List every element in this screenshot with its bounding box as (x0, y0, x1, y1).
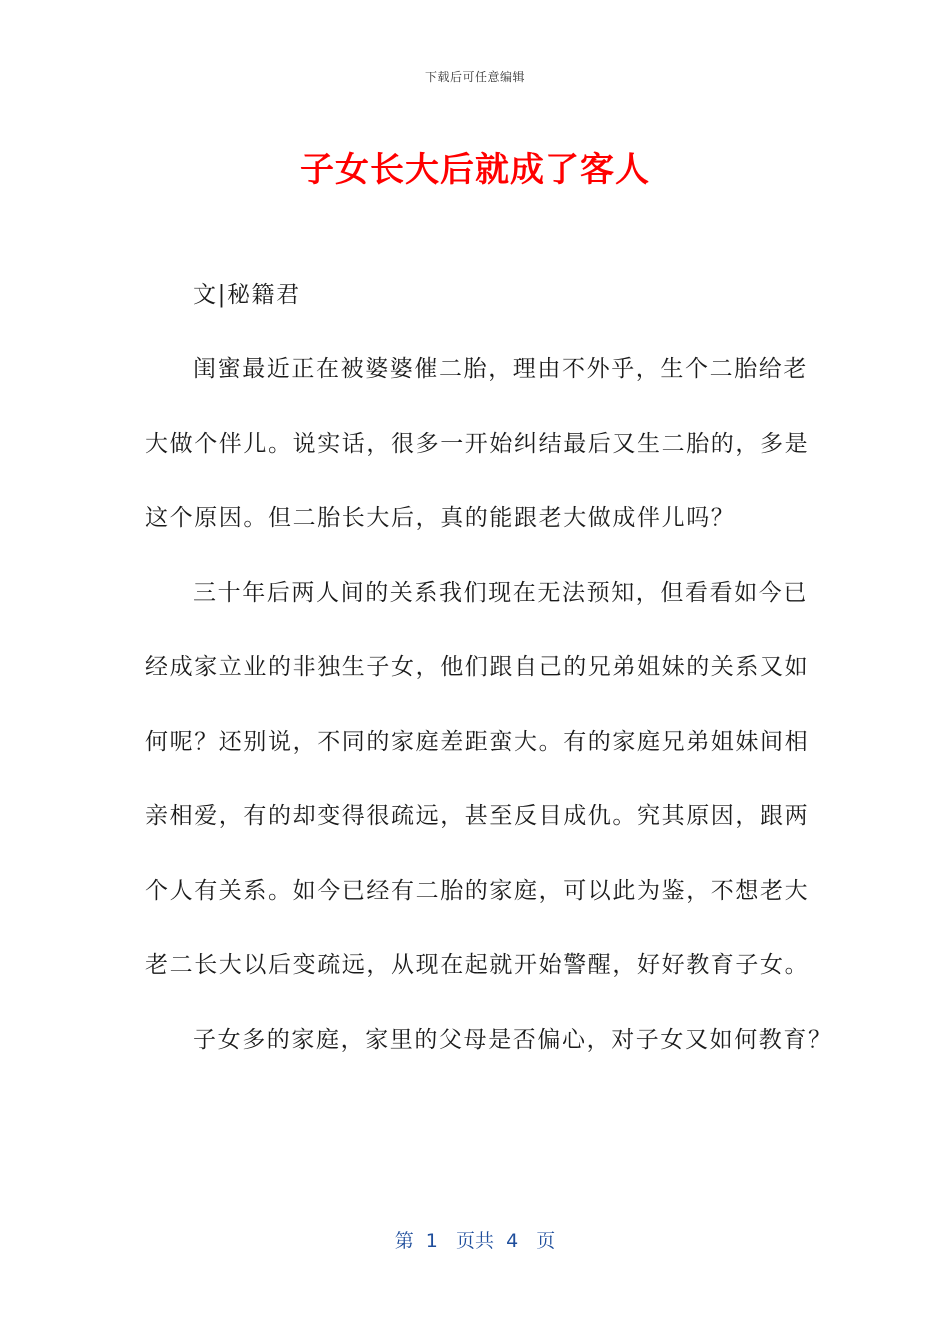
paragraph-1-line-2: 大做个伴儿。说实话，很多一开始纠结最后又生二胎的，多是 (145, 431, 810, 457)
paragraph-1-line-1: 闺蜜最近正在被婆婆催二胎，理由不外乎，生个二胎给老 (193, 356, 808, 382)
paragraph-3-line-1: 子女多的家庭，家里的父母是否偏心，对子女又如何教育？ (193, 1027, 833, 1053)
paragraph-1-line-3: 这个原因。但二胎长大后，真的能跟老大做成伴儿吗？ (145, 505, 736, 531)
paragraph-2-line-5: 个人有关系。如今已经有二胎的家庭，可以此为鉴，不想老大 (145, 878, 810, 904)
document-title: 子女长大后就成了客人 (300, 150, 650, 190)
paragraph-2-line-1: 三十年后两人间的关系我们现在无法预知，但看看如今已 (193, 580, 808, 606)
paragraph-2-line-3: 何呢？还别说，不同的家庭差距蛮大。有的家庭兄弟姐妹间相 (145, 729, 810, 755)
page-number: 第 1 页共 4 页 (394, 1230, 556, 1252)
paragraph-2-line-2: 经成家立业的非独生子女，他们跟自己的兄弟姐妹的关系又如 (145, 654, 810, 680)
byline: 文|秘籍君 (193, 282, 301, 308)
paragraph-2-line-6: 老二长大以后变疏远，从现在起就开始警醒，好好教育子女。 (145, 952, 810, 978)
paragraph-2-line-4: 亲相爱，有的却变得很疏远，甚至反目成仇。究其原因，跟两 (145, 803, 810, 829)
download-note: 下载后可任意编辑 (424, 70, 525, 84)
